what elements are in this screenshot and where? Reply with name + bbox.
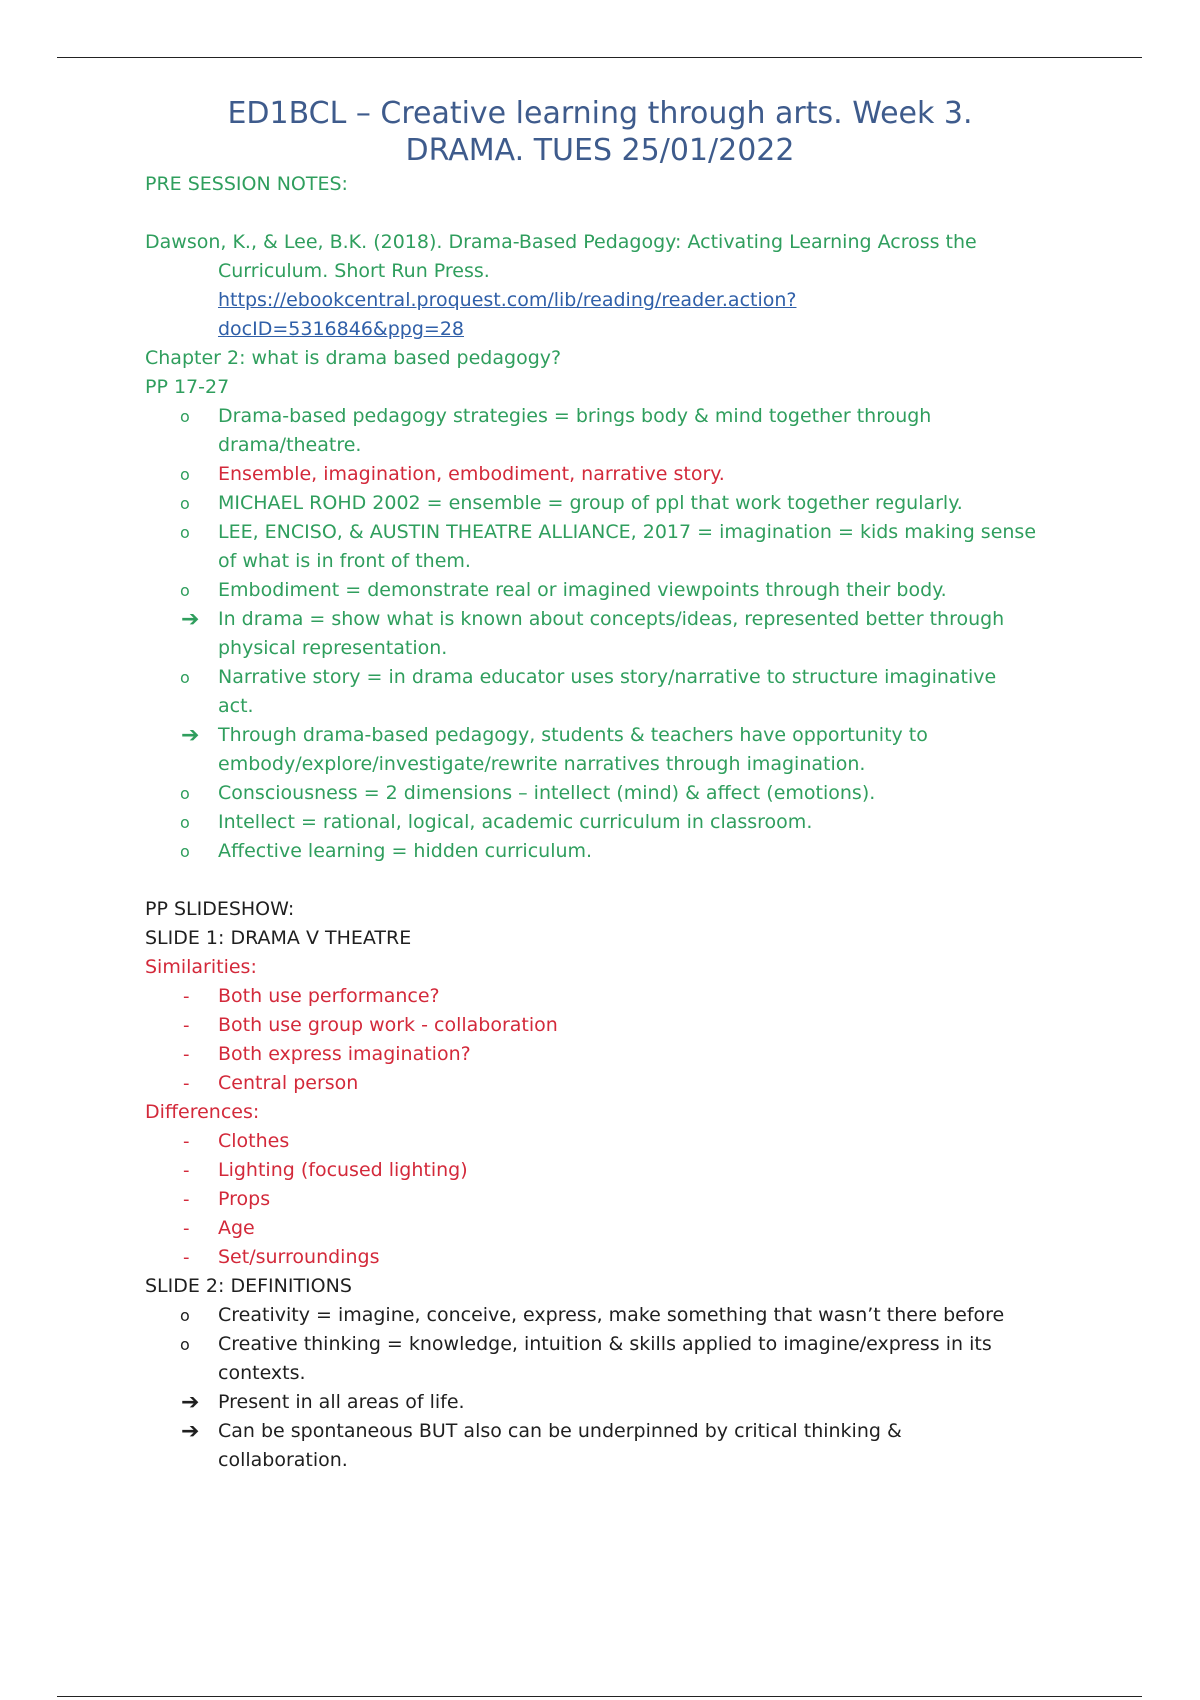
list-item: - Lighting (focused lighting) <box>145 1156 1075 1185</box>
list-item: o Creativity = imagine, conceive, express, make something that wasn’t there before <box>145 1301 1075 1330</box>
list-item: - Props <box>145 1185 1075 1214</box>
reference-line-2: Curriculum. Short Run Press. <box>218 260 490 282</box>
list-item: - Both use performance? <box>145 982 1075 1011</box>
slideshow-heading: PP SLIDESHOW: <box>145 898 295 920</box>
arrow-bullet-icon: ➔ <box>181 1419 200 1444</box>
list-item: o Ensemble, imagination, embodiment, narrative story. <box>145 460 1075 489</box>
similarities-list <box>145 982 1075 1098</box>
circle-bullet-icon: o <box>180 494 190 513</box>
list-item: o Affective learning = hidden curriculum. <box>145 837 1075 866</box>
circle-bullet-icon: o <box>180 523 190 542</box>
slide-1-heading: SLIDE 1: DRAMA V THEATRE <box>145 927 412 949</box>
similarities-heading: Similarities: <box>145 956 257 978</box>
reference-link-cont[interactable] <box>145 315 1075 344</box>
list-item: - Both use group work - collaboration <box>145 1011 1075 1040</box>
dash-bullet-icon: - <box>183 1160 190 1181</box>
page-range: PP 17-27 <box>145 376 230 398</box>
circle-bullet-icon: o <box>180 1335 190 1354</box>
arrow-bullet-icon: ➔ <box>181 723 200 748</box>
dash-bullet-icon: - <box>183 1218 190 1239</box>
arrow-bullet-icon: ➔ <box>181 607 200 632</box>
circle-bullet-icon: o <box>180 813 190 832</box>
circle-bullet-icon: o <box>180 842 190 861</box>
slide-2-heading: SLIDE 2: DEFINITIONS <box>145 1275 352 1297</box>
list-item: ➔ In drama = show what is known about concepts/ideas, represented better through physical representation. <box>181 607 1005 659</box>
reading-notes-list <box>145 402 1075 866</box>
dash-bullet-icon: - <box>183 986 190 1007</box>
list-item: o MICHAEL ROHD 2002 = ensemble = group of ppl that work together regularly. <box>145 489 1075 518</box>
list-item: - Clothes <box>145 1127 1075 1156</box>
circle-bullet-icon: o <box>180 784 190 803</box>
reference-link[interactable] <box>145 286 1075 315</box>
list-item: - Set/surroundings <box>145 1243 1075 1272</box>
circle-bullet-icon: o <box>180 465 190 484</box>
list-item: o Creative thinking = knowledge, intuition & skills applied to imagine/express in its contexts. <box>145 1330 1075 1388</box>
reference-link-line-1[interactable]: https://ebookcentral.proquest.com/lib/reading/reader.action? <box>218 289 797 311</box>
dash-bullet-icon: - <box>183 1044 190 1065</box>
dash-bullet-icon: - <box>183 1015 190 1036</box>
document-title <box>0 95 1200 169</box>
definitions-list <box>145 1301 1075 1475</box>
document-body <box>145 170 1075 1475</box>
reference <box>145 228 1075 344</box>
differences-heading: Differences: <box>145 1101 260 1123</box>
list-item: o Narrative story = in drama educator uses story/narrative to structure imaginative act. <box>145 663 1075 721</box>
reference-link-line-2[interactable]: docID=5316846&ppg=28 <box>218 318 464 340</box>
list-item: o Consciousness = 2 dimensions – intellect (mind) & affect (emotions). <box>145 779 1075 808</box>
title-line-1: ED1BCL – Creative learning through arts. Week 3. <box>227 96 973 131</box>
dash-bullet-icon: - <box>183 1247 190 1268</box>
title-line-2: DRAMA. TUES 25/01/2022 <box>405 133 795 168</box>
list-item: ➔ Can be spontaneous BUT also can be underpinned by critical thinking & collaboration. <box>181 1419 902 1471</box>
dash-bullet-icon: - <box>183 1189 190 1210</box>
list-item: o Drama-based pedagogy strategies = brings body & mind together through drama/theatre. <box>145 402 1075 460</box>
list-item: ➔ Through drama-based pedagogy, students & teachers have opportunity to embody/explore/investigate/rewrite narratives through imagination. <box>181 723 928 775</box>
top-rule <box>57 57 1142 58</box>
list-item: o Embodiment = demonstrate real or imagined viewpoints through their body. <box>145 576 1075 605</box>
reference-line-1: Dawson, K., & Lee, B.K. (2018). Drama-Based Pedagogy: Activating Learning Across the <box>145 231 977 253</box>
circle-bullet-icon: o <box>180 1306 190 1325</box>
differences-list <box>145 1127 1075 1272</box>
chapter-heading: Chapter 2: what is drama based pedagogy? <box>145 347 562 369</box>
circle-bullet-icon: o <box>180 581 190 600</box>
bottom-rule <box>57 1696 1142 1697</box>
list-item: - Central person <box>145 1069 1075 1098</box>
list-item: o Intellect = rational, logical, academic curriculum in classroom. <box>145 808 1075 837</box>
circle-bullet-icon: o <box>180 407 190 426</box>
circle-bullet-icon: o <box>180 668 190 687</box>
dash-bullet-icon: - <box>183 1131 190 1152</box>
arrow-bullet-icon: ➔ <box>181 1390 200 1415</box>
pre-session-heading: PRE SESSION NOTES: <box>145 173 348 195</box>
list-item: ➔ Present in all areas of life. <box>181 1390 465 1415</box>
list-item: - Both express imagination? <box>145 1040 1075 1069</box>
list-item: o LEE, ENCISO, & AUSTIN THEATRE ALLIANCE, 2017 = imagination = kids making sense of what is in front of them. <box>145 518 1075 576</box>
list-item: - Age <box>145 1214 1075 1243</box>
dash-bullet-icon: - <box>183 1073 190 1094</box>
